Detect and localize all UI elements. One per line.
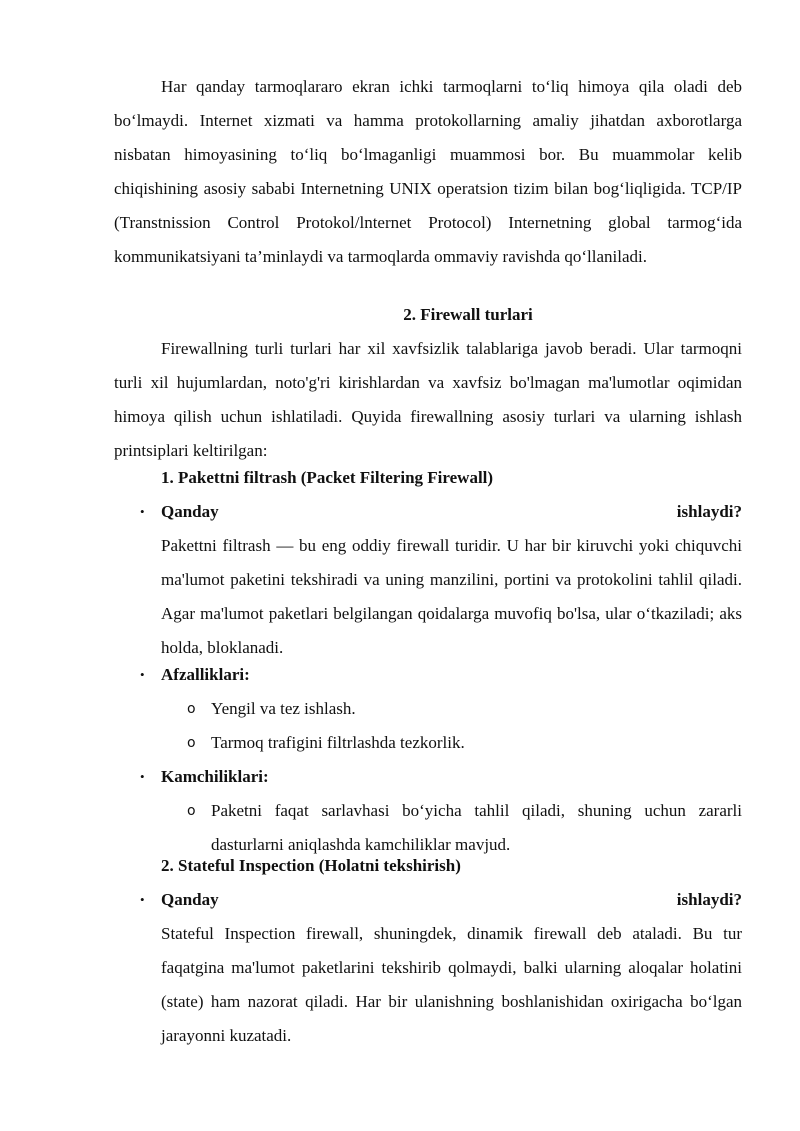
section-paragraph: Firewallning turli turlari har xil xavfsizlik talablariga javob beradi. Ular tarmoqni turli xil hujumlardan, noto'g'ri kirishlardan va xavfsiz bo'lmagan ma'lumotlar oqimidan himoya qilish uchun ishlatiladi. Quyida firewallning asosiy turlari va ularning ishlash printsiplari keltirilgan:: [114, 339, 742, 460]
how-label-right: ishlaydi?: [676, 502, 742, 521]
intro-paragraph: Har qanday tarmoqlararo ekran ichki tarmoqlarni to‘liq himoya qila oladi deb bo‘lmaydi. Internet xizmati va hamma protokollarning amaliy jihatdan axborotlarga nisbatan himoyasining to‘liq bo‘lmaganligi muammosi bor. Bu muammolar kelib chiqishining asosiy sababi Internetning UNIX operatsion tizim bilan bog‘liqligida. TCP/IP (Transtnission Control Protokol/lnternet Protocol) Internetning global tarmog‘ida kommunikatsiyani ta’minlaydi va tarmoqlarda ommaviy ravishda qo‘llaniladi.: [114, 77, 742, 266]
stateful-description: Stateful Inspection firewall, shuningdek, dinamik firewall deb ataladi. Bu tur faqatgina ma'lumot paketlarini tekshirib qolmaydi, balki ularning aloqalar holatini (state) ham nazorat qiladi. Har bir ulanishning boshlanishidan oxirigacha bo‘lgan jarayonni kuzatadi.: [161, 924, 742, 1045]
bullet-marker: •: [140, 892, 145, 907]
disadvantage-item: Paketni faqat sarlavhasi bo‘yicha tahlil qiladi, shuning uchun zararli dasturlarni aniqlashda kamchiliklar mavjud.: [211, 801, 742, 854]
packet-filtering-description: Pakettni filtrash — bu eng oddiy firewall turidir. U har bir kiruvchi yoki chiquvchi ma'lumot paketini tekshiradi va uning manzilini, portini va protokolini tahlil qiladi. Agar ma'lumot paketlari belgilangan qoidalarga muvofiq bo'lsa, ular o‘tkaziladi; aks holda, bloklanadi.: [161, 536, 742, 657]
bullet-marker: •: [140, 667, 145, 682]
advantages-label: Afzalliklari:: [161, 665, 250, 684]
bullet-marker: •: [140, 769, 145, 784]
advantage-item: Yengil va tez ishlash.: [211, 699, 356, 718]
bullet-marker: •: [140, 504, 145, 519]
sub-bullet-marker: o: [187, 803, 196, 819]
sub-bullet-marker: o: [187, 735, 196, 751]
how-label-right: ishlaydi?: [676, 890, 742, 909]
packet-filtering-title: 1. Pakettni filtrash (Packet Filtering Firewall): [161, 468, 494, 487]
stateful-title: 2. Stateful Inspection (Holatni tekshirish): [161, 856, 461, 875]
disadvantages-label: Kamchiliklari:: [161, 767, 269, 786]
sub-bullet-marker: o: [187, 701, 196, 717]
how-label-left: Qanday: [161, 502, 219, 521]
section-title: 2. Firewall turlari: [403, 305, 533, 324]
advantage-item: Tarmoq trafigini filtrlashda tezkorlik.: [211, 733, 465, 752]
how-it-works-label: [161, 495, 742, 529]
how-label-left: Qanday: [161, 890, 219, 909]
stateful-how-label: [161, 883, 742, 917]
